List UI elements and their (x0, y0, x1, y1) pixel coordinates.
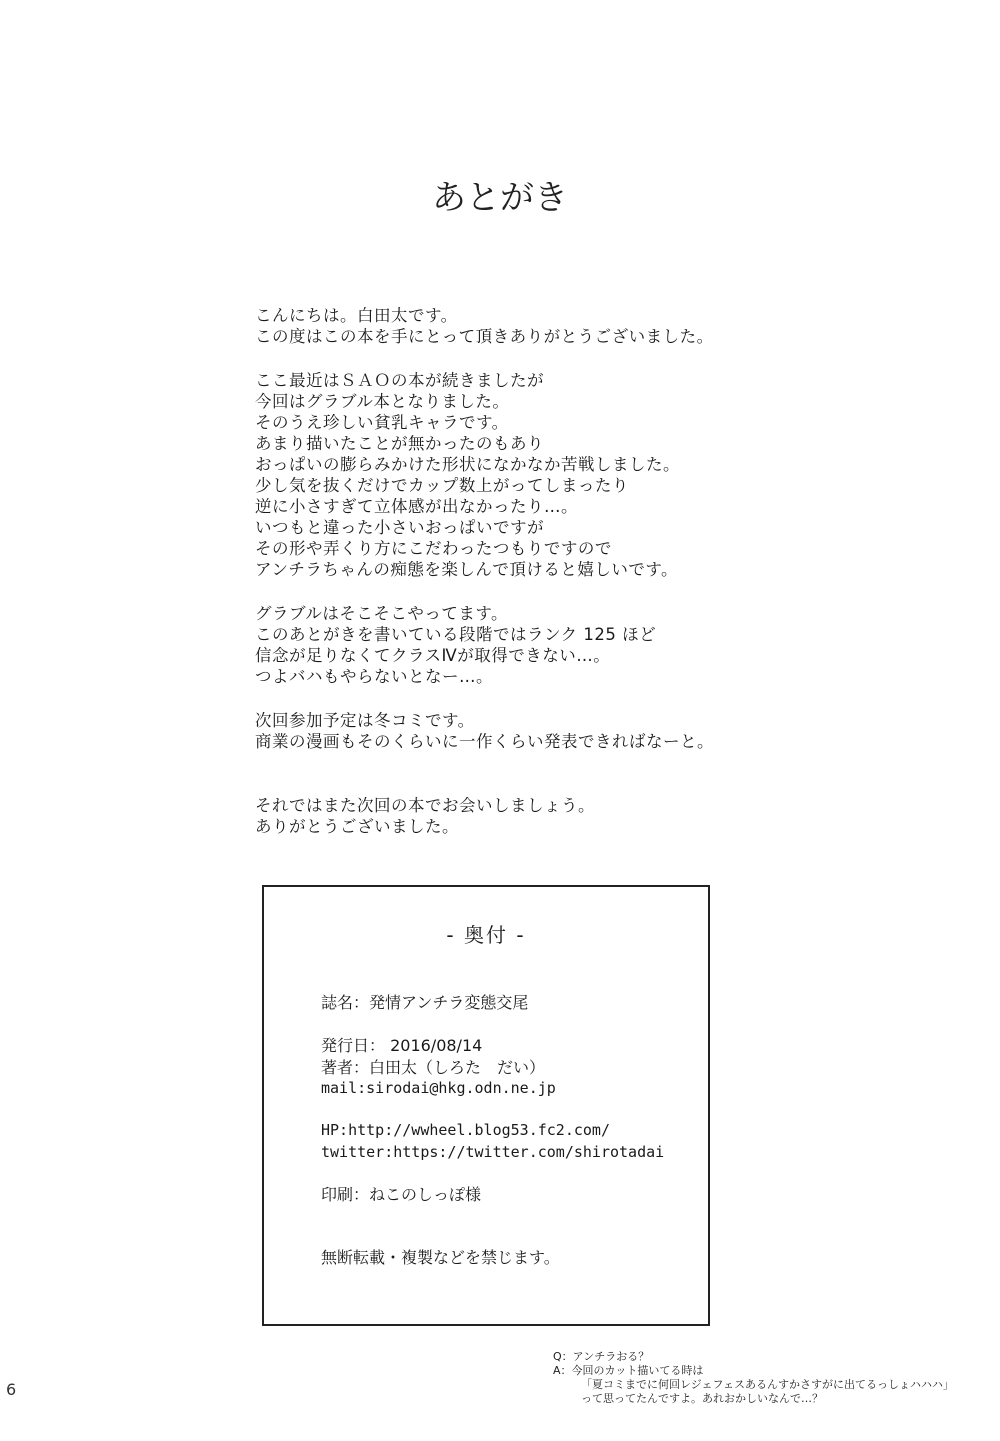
afterword-paragraph-5 (255, 795, 595, 837)
text-line: アンチラちゃんの痴態を楽しんで頂けると嬉しいです。 (255, 560, 679, 579)
text-line: ありがとうございました。 (255, 817, 459, 836)
text-line: 少し気を抜くだけでカップ数上がってしまったり (255, 476, 629, 495)
text-line: こんにちは。白田太です。 (255, 306, 458, 325)
afterword-paragraph-2 (255, 370, 680, 580)
colophon-printer: 印刷：ねこのしっぽ様 (321, 1185, 482, 1204)
text-line: 今回はグラブル本となりました。 (255, 392, 510, 411)
text-line: いつもと違った小さいおっぱいですが (255, 518, 544, 537)
text-line: つよバハもやらないとなー…。 (255, 667, 493, 686)
qa-answer-line: って思ってたんですよ。あれおかしいなんで…？ (581, 1392, 823, 1405)
text-line: おっぱいの膨らみかけた形状になかなか苦戦しました。 (255, 455, 680, 474)
text-line: このあとがきを書いている段階ではランク 125 ほど (255, 625, 657, 644)
qa-answer-line: A：今回のカット描いてる時は (553, 1364, 704, 1377)
text-line: その形や弄くり方にこだわったつもりですので (255, 539, 612, 558)
afterword-paragraph-1 (255, 305, 714, 347)
text-line: 逆に小さすぎて立体感が出なかったり…。 (255, 497, 578, 516)
afterword-paragraph-3 (255, 603, 656, 687)
qa-note (553, 1350, 954, 1406)
text-line: グラブルはそこそこやってます。 (255, 604, 509, 623)
text-line: この度はこの本を手にとって頂きありがとうございました。 (255, 327, 714, 346)
colophon-mail: mail:sirodai@hkg.odn.ne.jp (321, 1079, 556, 1097)
text-line: ここ最近はＳＡＯの本が続きましたが (255, 371, 544, 390)
text-line: 信念が足りなくてクラスⅣが取得できない…。 (255, 646, 611, 665)
colophon-heading: - 奥付 - (446, 923, 526, 947)
text-line: 次回参加予定は冬コミです。 (255, 711, 475, 730)
colophon-twitter: twitter:https://twitter.com/shirotadai (321, 1143, 665, 1161)
colophon-author: 著者：白田太（しろた だい） (321, 1058, 546, 1077)
page-number: 6 (6, 1380, 17, 1399)
colophon-box (262, 885, 710, 1326)
page-title: あとがき (432, 178, 568, 218)
afterword-paragraph-4 (255, 710, 714, 752)
colophon-homepage: HP:http://wwheel.blog53.fc2.com/ (321, 1121, 610, 1139)
text-line: 商業の漫画もそのくらいに一作くらい発表できればなーと。 (255, 732, 714, 751)
text-line: あまり描いたことが無かったのもあり (255, 434, 544, 453)
colophon-book-title: 誌名：発情アンチラ変態交尾 (321, 993, 529, 1012)
colophon-date: 発行日： 2016/08/14 (321, 1036, 483, 1055)
text-line: そのうえ珍しい貧乳キャラです。 (255, 413, 509, 432)
qa-answer-line: 「夏コミまでに何回レジェフェスあるんすかさすがに出てるっしょハハハ」 (581, 1378, 954, 1391)
qa-question: Q：アンチラおる？ (553, 1350, 650, 1363)
colophon-notice: 無断転載・複製などを禁じます。 (321, 1248, 560, 1267)
text-line: それではまた次回の本でお会いしましょう。 (255, 796, 595, 815)
